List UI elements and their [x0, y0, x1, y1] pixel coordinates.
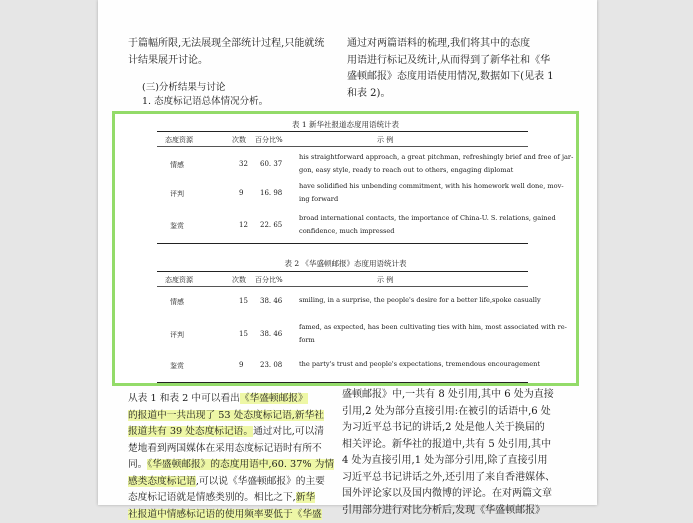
table1-percent-cell: 16. 98 — [260, 189, 282, 197]
document-page — [98, 0, 597, 505]
text-segment: 通过对比,可以清 — [253, 426, 324, 437]
table2-header-cell: 百分比% — [255, 275, 283, 285]
left-column-bottom-text — [128, 391, 353, 523]
highlighted-text: 新华 — [296, 492, 315, 503]
example-line: his straightforward approach, a great pitchman, refreshingly brief and free of jar- — [299, 151, 573, 164]
text-line: 用语进行标记及统计,从而得到了新华社和《华 — [347, 53, 579, 70]
table2-percent-cell: 38. 46 — [260, 330, 282, 338]
text-line — [128, 474, 353, 491]
highlighted-text: 社报道中情感标记语的使用频率要低于《华盛 — [128, 509, 322, 520]
text-line: 引用,2 处为部分直接引用:在被引的话语中,6 处 — [342, 404, 582, 421]
table1-header-rule — [157, 146, 528, 147]
table2-count-cell: 15 — [239, 297, 248, 305]
text-line: 和表 2)。 — [347, 86, 579, 103]
table2-example-cell — [299, 358, 540, 371]
table2-type-cell: 评判 — [170, 330, 184, 340]
table1-type-cell: 评判 — [170, 189, 184, 199]
table1-count-cell: 32 — [239, 160, 248, 168]
text-line — [128, 408, 353, 425]
highlighted-text: 《华盛顿邮报》 — [240, 393, 308, 404]
right-column-bottom-text — [342, 387, 582, 519]
highlighted-text: 《华盛顿邮报》的态度用语中,60. 37% 为情 — [147, 459, 334, 470]
text-line — [128, 490, 353, 507]
table1-example-cell — [299, 180, 564, 206]
table2-header-cell: 示 例 — [377, 275, 393, 285]
text-segment: ,可以说《华盛顿邮报》的主要 — [196, 476, 325, 487]
table2-top-rule — [157, 271, 528, 272]
table1-title: 表 1 新华社报道态度用语统计表 — [115, 119, 576, 130]
table1-count-cell: 9 — [239, 189, 243, 197]
text-line: 习近平总书记讲话之外,还引用了来自香港媒体、 — [342, 470, 582, 487]
table1-example-cell — [299, 151, 573, 177]
text-line: 通过对两篇语料的梳理,我们将其中的态度 — [347, 36, 579, 53]
example-line: the party's trust and people's expectations, tremendous encouragement — [299, 358, 540, 371]
subsection-heading: 1. 态度标记语总体情况分析。 — [142, 95, 268, 108]
example-line: gon, easy style, ready to reach out to others, engaging diplomat — [299, 164, 573, 177]
example-line: ing forward — [299, 193, 564, 206]
section-heading: (三)分析结果与讨论 — [142, 81, 225, 94]
table2-header-cell: 态度资源 — [165, 275, 193, 285]
text-line — [128, 507, 353, 523]
table2-title: 表 2 《华盛顿邮报》态度用语统计表 — [115, 258, 576, 269]
text-segment: 从表 1 和表 2 中可以看出 — [128, 393, 240, 404]
table2-header-cell: 次数 — [232, 275, 246, 285]
table2-bottom-rule — [157, 382, 528, 383]
text-line: 相关评论。新华社的报道中,共有 5 处引用,其中 — [342, 437, 582, 454]
table1-header-cell: 示 例 — [377, 135, 393, 145]
table1-bottom-rule — [157, 243, 528, 244]
table1-type-cell: 鉴赏 — [170, 221, 184, 231]
table1-example-cell — [299, 212, 556, 238]
text-segment: 楚地看到两国媒体在采用态度标记语时有所不 — [128, 443, 322, 454]
table1-percent-cell: 22. 65 — [260, 221, 282, 229]
text-line: 盛顿邮报》中,一共有 8 处引用,其中 6 处为直接 — [342, 387, 582, 404]
table1-top-rule — [157, 131, 528, 132]
table2-example-cell — [299, 294, 541, 307]
example-line: confidence, much impressed — [299, 225, 556, 238]
highlighted-text: 报道共有 39 处态度标记语。 — [128, 426, 253, 437]
text-line — [128, 457, 353, 474]
text-line — [128, 391, 353, 408]
table2-header-rule — [157, 286, 528, 287]
right-column-top-text — [347, 36, 579, 102]
example-line: famed, as expected, has been cultivating ties with him, most associated with re- — [299, 321, 567, 334]
text-segment: 同。 — [128, 459, 147, 470]
text-line — [128, 424, 353, 441]
text-line: 国外评论家以及国内微博的评论。在对两篇文章 — [342, 486, 582, 503]
example-line: smiling, in a surprise, the people's desire for a better life,spoke casually — [299, 294, 541, 307]
example-line: have solidified his unbending commitment, with his homework well done, mov- — [299, 180, 564, 193]
table2-percent-cell: 38. 46 — [260, 297, 282, 305]
left-column-top-text — [128, 36, 353, 69]
text-line: 引用部分进行对比分析后,发现《华盛顿邮报》 — [342, 503, 582, 520]
table2-example-cell — [299, 321, 567, 347]
text-line: 为习近平总书记的讲话,2 处是他人关于换届的 — [342, 420, 582, 437]
table1-header-cell: 次数 — [232, 135, 246, 145]
text-line: 计结果展开讨论。 — [128, 53, 353, 70]
text-segment: 态度标记语就是情感类别的。相比之下, — [128, 492, 296, 503]
table2-type-cell: 鉴赏 — [170, 361, 184, 371]
table2-type-cell: 情感 — [170, 297, 184, 307]
table1-header-cell: 百分比% — [255, 135, 283, 145]
text-line: 于篇幅所限,无法展现全部统计过程,只能就统 — [128, 36, 353, 53]
table2-count-cell: 15 — [239, 330, 248, 338]
table2-percent-cell: 23. 08 — [260, 361, 282, 369]
text-line: 盛顿邮报》态度用语使用情况,数据如下(见表 1 — [347, 69, 579, 86]
text-line — [128, 441, 353, 458]
tables-frame — [112, 111, 579, 386]
table2-count-cell: 9 — [239, 361, 243, 369]
highlighted-text: 感类态度标记语 — [128, 476, 196, 487]
example-line: broad international contacts, the importance of China-U. S. relations, gained — [299, 212, 556, 225]
table1-header-cell: 态度资源 — [165, 135, 193, 145]
table1-percent-cell: 60. 37 — [260, 160, 282, 168]
example-line: form — [299, 334, 567, 347]
table1-count-cell: 12 — [239, 221, 248, 229]
highlighted-text: 的报道中一共出现了 53 处态度标记语,新华社 — [128, 410, 324, 421]
table1-type-cell: 情感 — [170, 160, 184, 170]
text-line: 4 处为直接引用,1 处为部分引用,除了直接引用 — [342, 453, 582, 470]
